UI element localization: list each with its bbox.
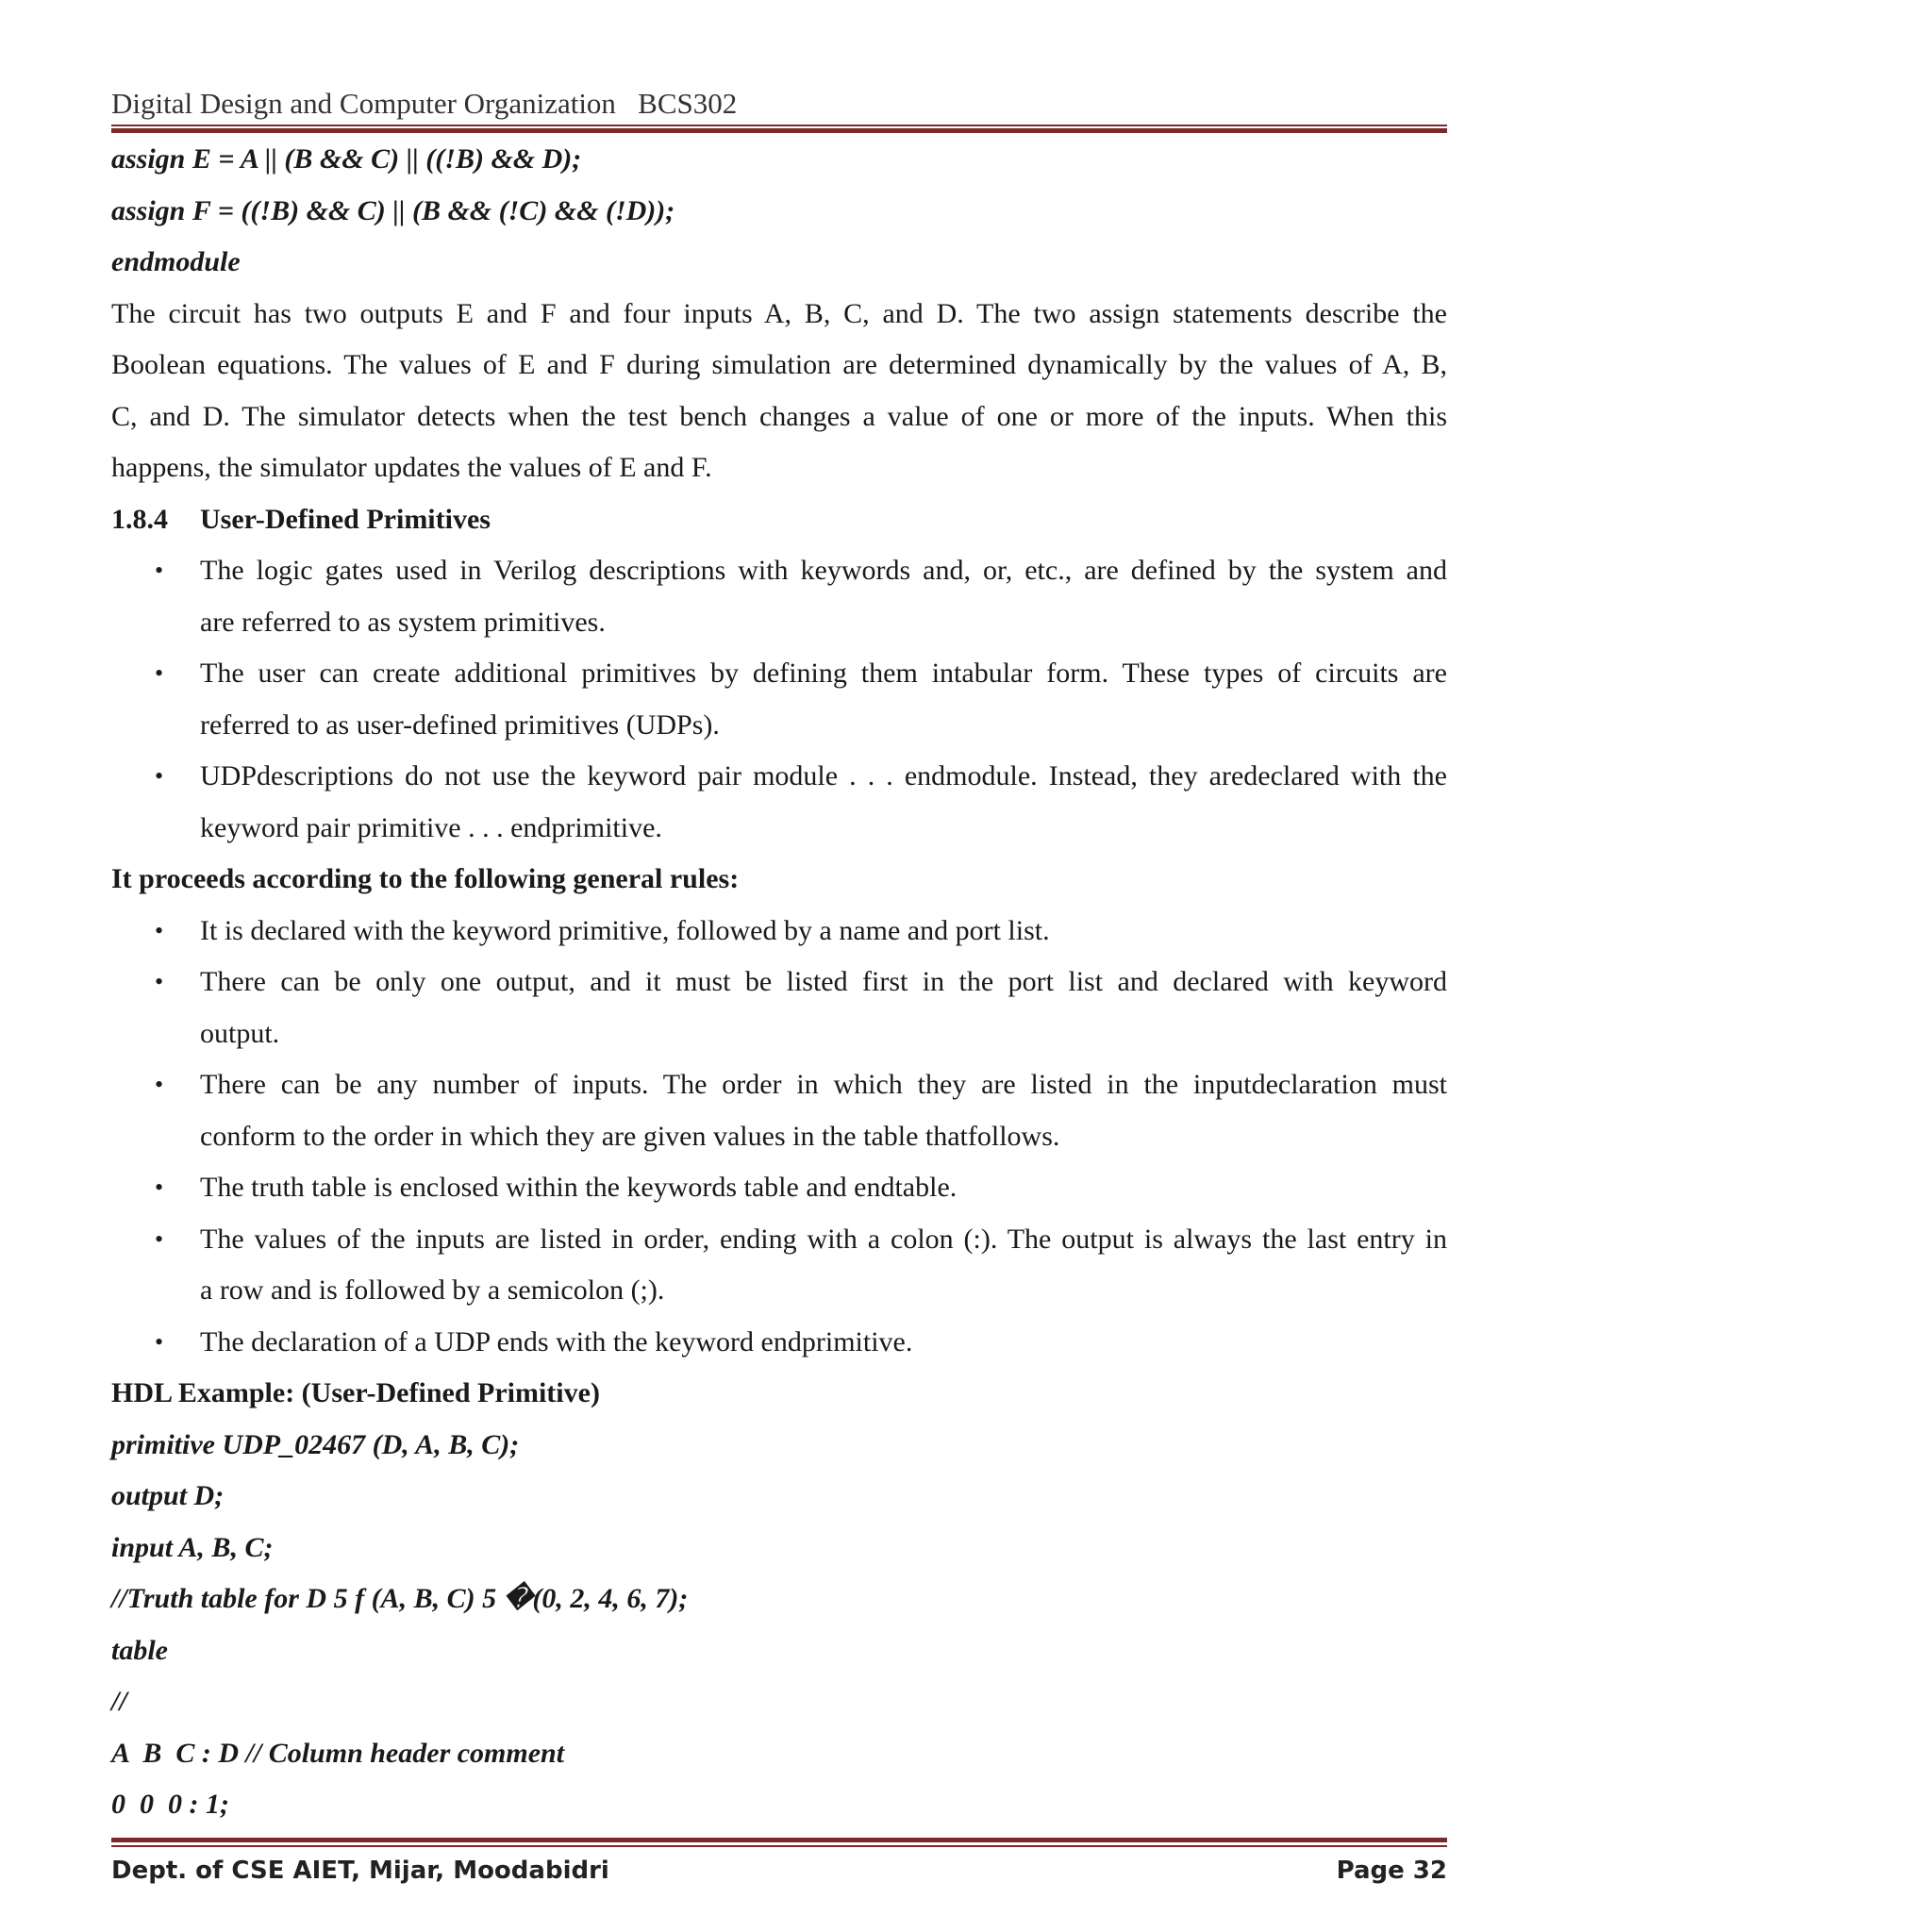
list-item-continuation: keyword pair primitive . . . endprimitive. bbox=[200, 811, 662, 843]
code-line: //Truth table for D 5 f (A, B, C) 5 �(0, 2, 4, 6, 7); bbox=[111, 1583, 689, 1614]
code-line: output D; bbox=[111, 1480, 225, 1511]
bullet-icon: • bbox=[155, 659, 164, 687]
code-line: assign F = ((!B) && C) || (B && (!C) && (!D)); bbox=[111, 194, 675, 226]
code-line: assign E = A || (B && C) || ((!B) && D); bbox=[111, 143, 582, 175]
example-heading: HDL Example: (User-Defined Primitive) bbox=[111, 1377, 600, 1408]
list-item-continuation: output. bbox=[200, 1017, 280, 1049]
list-item bbox=[111, 545, 1447, 597]
code-line: A B C : D // Column header comment bbox=[111, 1737, 565, 1769]
paragraph-line: happens, the simulator updates the values of E and F. bbox=[111, 452, 712, 483]
list-item bbox=[111, 1317, 1447, 1369]
list-item bbox=[111, 1214, 1447, 1266]
footer-department: Dept. of CSE AIET, Mijar, Moodabidri bbox=[111, 1857, 609, 1885]
header-rule-thick bbox=[111, 128, 1447, 133]
code-line: primitive UDP_02467 (D, A, B, C); bbox=[111, 1428, 520, 1460]
list-item bbox=[111, 1059, 1447, 1111]
list-item-continuation: referred to as user-defined primitives (UDPs). bbox=[200, 708, 720, 741]
list-item-text: The logic gates used in Verilog descriptions with keywords and, or, etc., are defined by the system and bbox=[200, 555, 1447, 586]
list-item-text: The user can create additional primitives by defining them intabular form. These types of circuits are bbox=[200, 658, 1447, 689]
page-footer bbox=[111, 1857, 1447, 1885]
code-line: 0 0 0 : 1; bbox=[111, 1789, 229, 1820]
page-number: Page 32 bbox=[1336, 1857, 1447, 1885]
section-heading bbox=[111, 494, 1447, 546]
list-item bbox=[111, 648, 1447, 700]
list-item-text: The truth table is enclosed within the keywords table and endtable. bbox=[200, 1172, 958, 1203]
bullet-icon: • bbox=[155, 916, 164, 944]
bullet-icon: • bbox=[155, 1071, 164, 1098]
list-item-text: The declaration of a UDP ends with the keyword endprimitive. bbox=[200, 1325, 913, 1357]
footer-rule-thin bbox=[111, 1845, 1447, 1847]
bullet-icon: • bbox=[155, 557, 164, 584]
list-item-text: The values of the inputs are listed in order, ending with a colon (:). The output is always the last entry in bbox=[200, 1223, 1447, 1255]
code-line: endmodule bbox=[111, 246, 241, 277]
section-number: 1.8.4 bbox=[111, 503, 168, 535]
footer-rule-thick bbox=[111, 1838, 1447, 1842]
list-item-text: UDPdescriptions do not use the keyword pair module . . . endmodule. Instead, they aredeclared with the bbox=[200, 760, 1447, 791]
list-item-continuation: a row and is followed by a semicolon (;). bbox=[200, 1274, 665, 1306]
list-item bbox=[111, 1162, 1447, 1214]
code-line: table bbox=[111, 1634, 168, 1666]
list-item bbox=[111, 957, 1447, 1008]
list-item bbox=[111, 751, 1447, 803]
list-item-continuation: conform to the order in which they are given values in the table thatfollows. bbox=[200, 1120, 1060, 1152]
header-title: Digital Design and Computer Organization BCS302 bbox=[111, 87, 738, 120]
bullet-icon: • bbox=[155, 762, 164, 790]
list-item-continuation: are referred to as system primitives. bbox=[200, 606, 606, 638]
list-item-text: It is declared with the keyword primitive, followed by a name and port list. bbox=[200, 914, 1050, 946]
header-rule-thin bbox=[111, 125, 1447, 126]
page-content bbox=[111, 134, 1447, 1831]
paragraph-line: Boolean equations. The values of E and F during simulation are determined dynamically by the values of A, B, bbox=[111, 349, 1447, 380]
bullet-icon: • bbox=[155, 1174, 164, 1201]
bullet-icon: • bbox=[155, 968, 164, 995]
list-item bbox=[111, 906, 1447, 958]
bullet-icon: • bbox=[155, 1224, 164, 1253]
paragraph-line: The circuit has two outputs E and F and four inputs A, B, C, and D. The two assign statements describe the bbox=[111, 297, 1447, 329]
paragraph-line: C, and D. The simulator detects when the test bench changes a value of one or more of the inputs. When this bbox=[111, 400, 1447, 432]
list-item-text: There can be only one output, and it must be listed first in the port list and declared with keyword bbox=[200, 966, 1447, 997]
bullet-icon: • bbox=[155, 1327, 164, 1356]
code-line: input A, B, C; bbox=[111, 1531, 274, 1563]
section-title: User-Defined Primitives bbox=[200, 503, 491, 535]
rules-heading: It proceeds according to the following general rules: bbox=[111, 863, 740, 894]
list-item-text: There can be any number of inputs. The order in which they are listed in the inputdeclaration must bbox=[200, 1069, 1447, 1100]
code-line: // bbox=[111, 1686, 127, 1717]
